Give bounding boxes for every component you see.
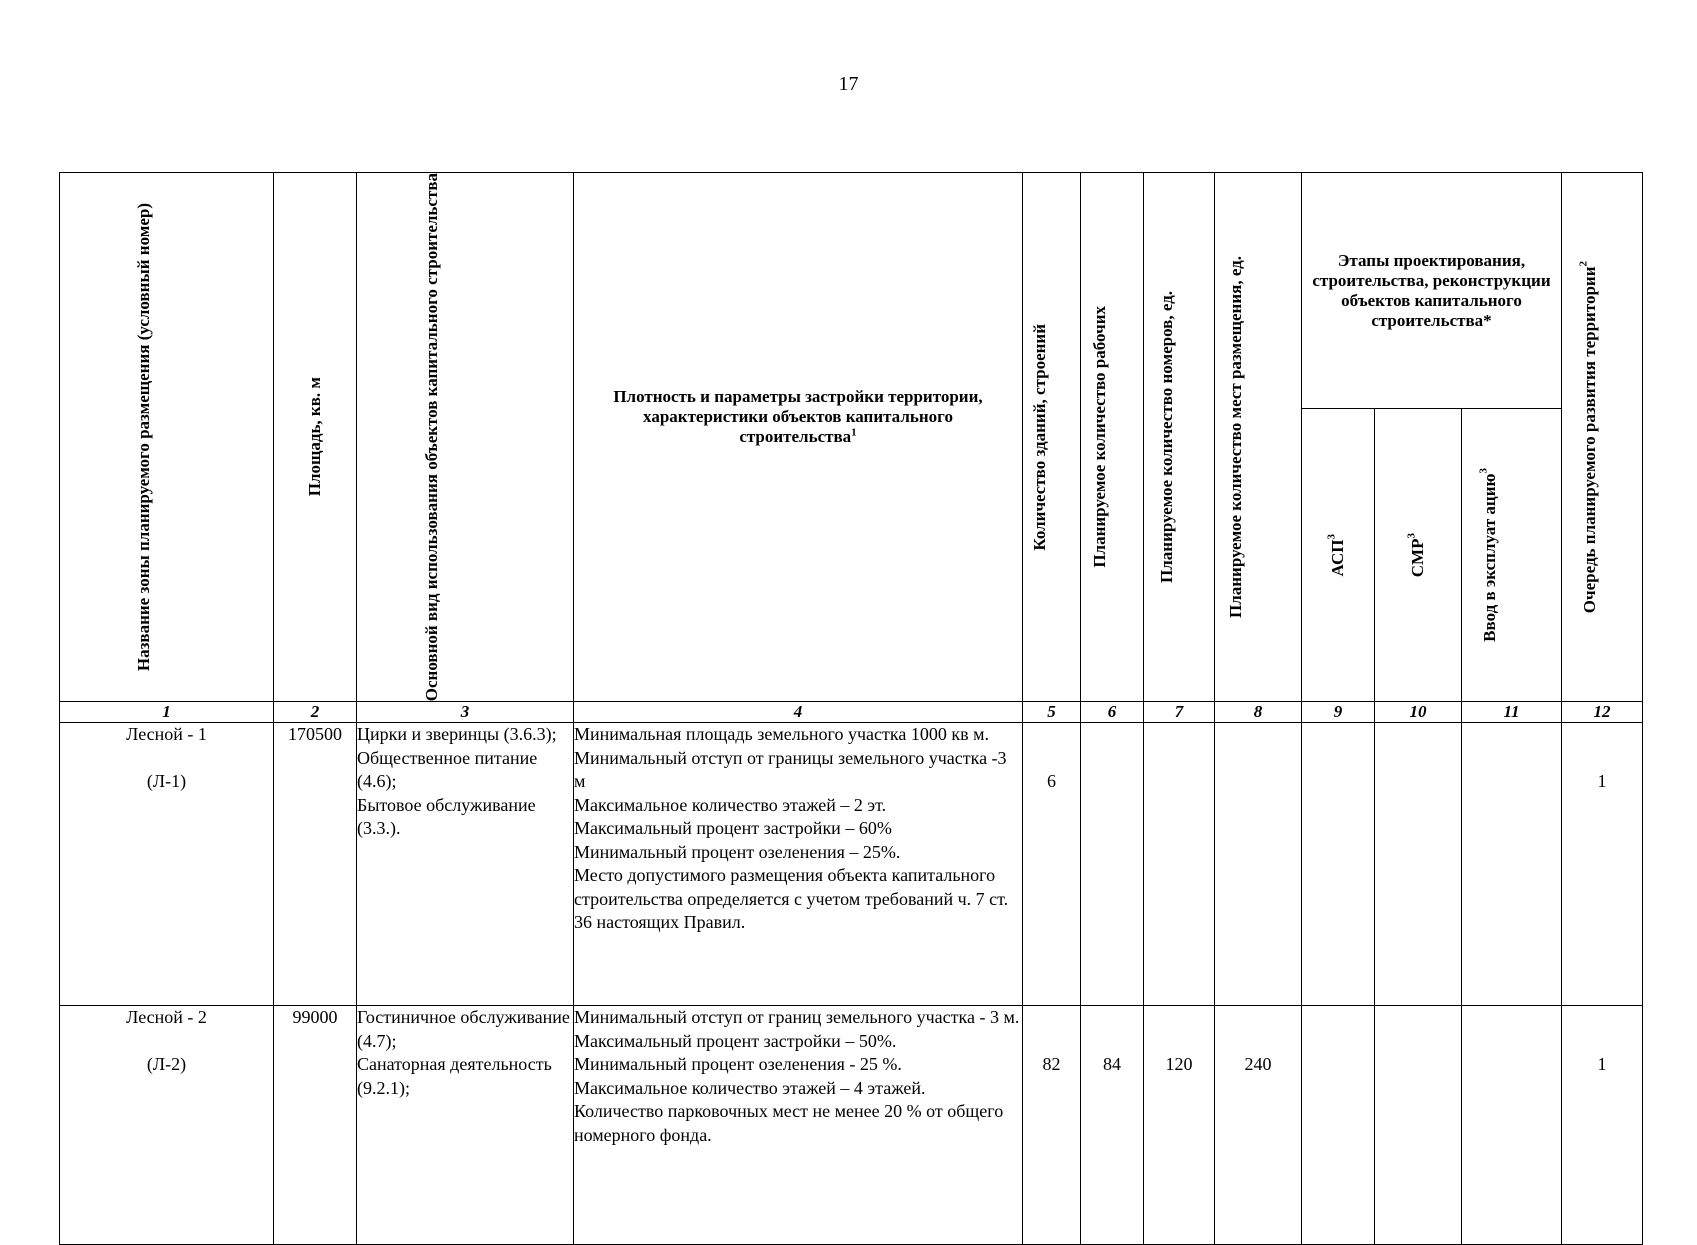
- places-cell: [1215, 723, 1302, 1006]
- workers-cell: [1081, 723, 1144, 1006]
- header-rooms: Планируемое количество номеров, ед.: [1144, 173, 1215, 702]
- area-cell: 99000: [274, 1006, 357, 1245]
- rooms-cell: 120: [1144, 1006, 1215, 1245]
- zone-name-cell: Лесной - 1 (Л-1): [60, 723, 274, 1006]
- column-number: 3: [357, 702, 574, 723]
- uses-cell: Цирки и зверинцы (3.6.3); Общественное питание (4.6); Бытовое обслуживание (3.3.).: [357, 723, 574, 1006]
- smr-cell: [1375, 1006, 1462, 1245]
- header-zone-name: Название зоны планируемого размещения (условный номер): [60, 173, 274, 702]
- buildings-cell: 6: [1023, 723, 1081, 1006]
- zone-name-cell: Лесной - 2 (Л-2): [60, 1006, 274, 1245]
- header-smr: СМР$^3$: [1375, 409, 1462, 702]
- column-number: 9: [1302, 702, 1375, 723]
- header-row: [60, 173, 1643, 409]
- commissioning-cell: [1462, 723, 1562, 1006]
- header-density-params: Плотность и параметры застройки территории, характеристики объектов капитального строительства$^1$: [574, 173, 1023, 702]
- header-places: Планируемое количество мест размещения, ед.: [1215, 173, 1302, 702]
- column-number: 11: [1462, 702, 1562, 723]
- header-stage-queue: Очередь планируемого развития территории$^2$: [1562, 173, 1643, 702]
- header-buildings-count: Количество зданий, строений: [1023, 173, 1081, 702]
- column-number: 2: [274, 702, 357, 723]
- header-commissioning: Ввод в эксплуат ацию$^3$: [1462, 409, 1562, 702]
- params-cell: Минимальный отступ от границ земельного участка - 3 м. Максимальный процент застройки – 50%. Минимальный процент озеленения - 25 %. Максимальное количество этажей – 4 этажей. Количество парковочных мест не менее 20 % от общего номерного фонда.: [574, 1006, 1023, 1245]
- column-number: 8: [1215, 702, 1302, 723]
- column-number: 7: [1144, 702, 1215, 723]
- rooms-cell: [1144, 723, 1215, 1006]
- column-number: 10: [1375, 702, 1462, 723]
- smr-cell: [1375, 723, 1462, 1006]
- header-stages-group: Этапы проектирования, строительства, реконструкции объектов капитального строительства*: [1302, 173, 1562, 409]
- params-cell: Минимальная площадь земельного участка 1000 кв м. Минимальный отступ от границы земельного участка -3 м Максимальное количество этажей – 2 эт. Максимальный процент застройки – 60% Минимальный процент озеленения – 25%. Место допустимого размещения объекта капитального строительства определяется с учетом требований ч. 7 ст. 36 настоящих Правил.: [574, 723, 1023, 1006]
- uses-cell: Гостиничное обслуживание (4.7); Санаторная деятельность (9.2.1);: [357, 1006, 574, 1245]
- table-row: [60, 1006, 1643, 1245]
- header-main-use: Основной вид использования объектов капитального строительства: [357, 173, 574, 702]
- stage-cell: 1: [1562, 723, 1643, 1006]
- asp-cell: [1302, 1006, 1375, 1245]
- column-number: 4: [574, 702, 1023, 723]
- column-number: 12: [1562, 702, 1643, 723]
- column-number: 1: [60, 702, 274, 723]
- asp-cell: [1302, 723, 1375, 1006]
- area-cell: 170500: [274, 723, 357, 1006]
- header-asp: АСП$^3$: [1302, 409, 1375, 702]
- header-area: Площадь, кв. м: [274, 173, 357, 702]
- column-number: 5: [1023, 702, 1081, 723]
- stage-cell: 1: [1562, 1006, 1643, 1245]
- header-workers: Планируемое количество рабочих: [1081, 173, 1144, 702]
- workers-cell: 84: [1081, 1006, 1144, 1245]
- table-row: [60, 723, 1643, 1006]
- buildings-cell: 82: [1023, 1006, 1081, 1245]
- planning-table: [59, 172, 1643, 1245]
- page-number: 17: [838, 73, 859, 95]
- column-number: 6: [1081, 702, 1144, 723]
- places-cell: 240: [1215, 1006, 1302, 1245]
- column-numbers-row: [60, 702, 1643, 723]
- commissioning-cell: [1462, 1006, 1562, 1245]
